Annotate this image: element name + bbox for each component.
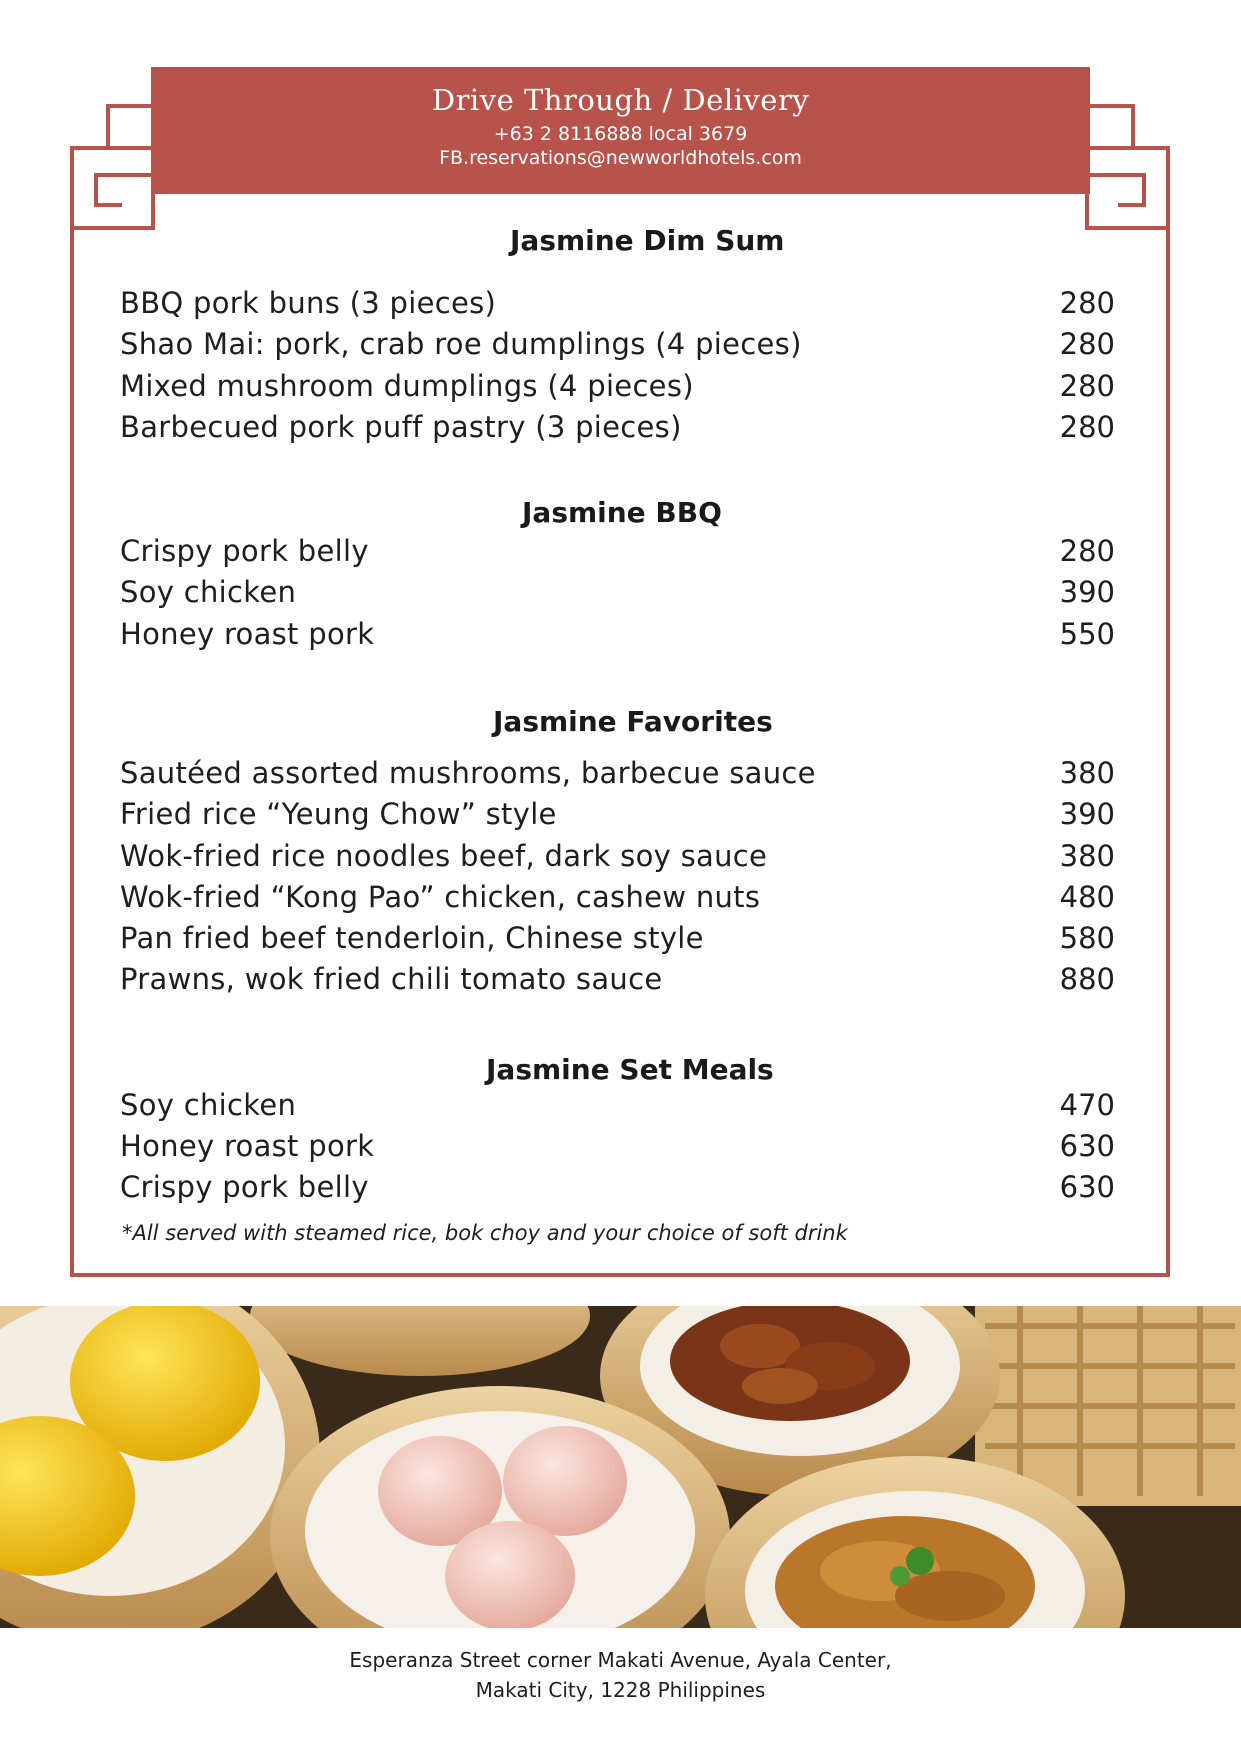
section-title-bbq: Jasmine BBQ bbox=[522, 496, 722, 529]
menu-item bbox=[120, 797, 1115, 831]
menu-item bbox=[120, 1170, 1115, 1204]
item-name: Honey roast pork bbox=[120, 1129, 375, 1163]
menu-item bbox=[120, 534, 1115, 568]
menu-item bbox=[120, 575, 1115, 609]
header-title: Drive Through / Delivery bbox=[431, 83, 810, 117]
item-price: 380 bbox=[1059, 839, 1115, 873]
menu-item bbox=[120, 369, 1115, 403]
address-line-1: Esperanza Street corner Makati Avenue, Ayala Center, bbox=[349, 1648, 892, 1672]
item-price: 630 bbox=[1059, 1170, 1115, 1204]
item-price: 630 bbox=[1059, 1129, 1115, 1163]
item-name: Prawns, wok fried chili tomato sauce bbox=[120, 962, 663, 996]
menu-item bbox=[120, 286, 1115, 320]
header-phone: +63 2 8116888 local 3679 bbox=[493, 123, 748, 145]
item-price: 880 bbox=[1059, 962, 1115, 996]
menu-item bbox=[120, 410, 1115, 444]
item-price: 280 bbox=[1059, 327, 1115, 361]
item-name: Sautéed assorted mushrooms, barbecue sauce bbox=[120, 756, 816, 790]
set-meal-note: *All served with steamed rice, bok choy and your choice of soft drink bbox=[122, 1221, 848, 1245]
section-title-favorites: Jasmine Favorites bbox=[493, 705, 773, 738]
address bbox=[0, 1645, 1241, 1705]
item-price: 550 bbox=[1059, 617, 1115, 651]
menu-item bbox=[120, 1129, 1115, 1163]
menu-item bbox=[120, 756, 1115, 790]
item-price: 390 bbox=[1059, 575, 1115, 609]
dim-sum-photo bbox=[0, 1306, 1241, 1628]
item-price: 280 bbox=[1059, 410, 1115, 444]
menu-item bbox=[120, 839, 1115, 873]
item-name: Shao Mai: pork, crab roe dumplings (4 pieces) bbox=[120, 327, 802, 361]
item-name: Crispy pork belly bbox=[120, 534, 369, 568]
menu-item bbox=[120, 962, 1115, 996]
menu-item bbox=[120, 880, 1115, 914]
item-price: 380 bbox=[1059, 756, 1115, 790]
dim-sum-illustration bbox=[0, 1306, 1241, 1628]
item-name: BBQ pork buns (3 pieces) bbox=[120, 286, 497, 320]
menu-item bbox=[120, 327, 1115, 361]
item-price: 280 bbox=[1059, 286, 1115, 320]
item-name: Fried rice “Yeung Chow” style bbox=[120, 797, 557, 831]
item-price: 280 bbox=[1059, 534, 1115, 568]
item-price: 480 bbox=[1059, 880, 1115, 914]
menu-item bbox=[120, 617, 1115, 651]
header-banner bbox=[151, 67, 1090, 194]
item-price: 580 bbox=[1059, 921, 1115, 955]
item-price: 280 bbox=[1059, 369, 1115, 403]
item-name: Soy chicken bbox=[120, 575, 297, 609]
item-name: Honey roast pork bbox=[120, 617, 375, 651]
item-name: Mixed mushroom dumplings (4 pieces) bbox=[120, 369, 694, 403]
menu-item bbox=[120, 921, 1115, 955]
item-price: 390 bbox=[1059, 797, 1115, 831]
menu-item bbox=[120, 1088, 1115, 1122]
address-line-2: Makati City, 1228 Philippines bbox=[475, 1678, 766, 1702]
section-title-dim-sum: Jasmine Dim Sum bbox=[510, 224, 785, 257]
header-email: FB.reservations@newworldhotels.com bbox=[439, 147, 802, 169]
section-title-set-meals: Jasmine Set Meals bbox=[486, 1053, 774, 1086]
item-name: Pan fried beef tenderloin, Chinese style bbox=[120, 921, 704, 955]
item-name: Soy chicken bbox=[120, 1088, 297, 1122]
item-name: Crispy pork belly bbox=[120, 1170, 369, 1204]
item-price: 470 bbox=[1059, 1088, 1115, 1122]
item-name: Wok-fried rice noodles beef, dark soy sauce bbox=[120, 839, 768, 873]
item-name: Barbecued pork puff pastry (3 pieces) bbox=[120, 410, 682, 444]
item-name: Wok-fried “Kong Pao” chicken, cashew nuts bbox=[120, 880, 761, 914]
